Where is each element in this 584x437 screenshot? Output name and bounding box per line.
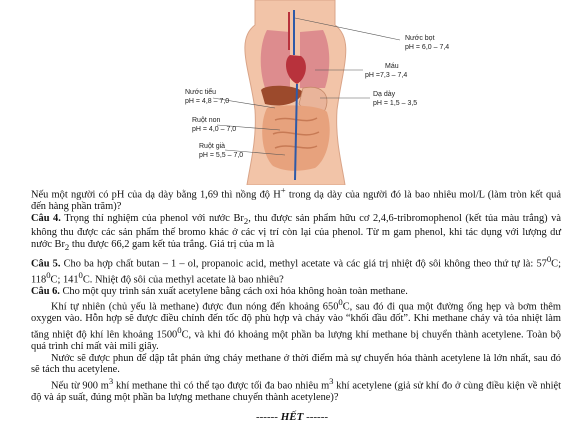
label-urine: Nước tiểu pH = 4,8 – 7,0 — [185, 89, 230, 105]
human-ph-figure — [185, 0, 450, 185]
question-3-prompt: Nếu một người có pH của dạ dày bằng 1,69 thì nồng độ H+ trong dạ dày của người đó là bao nhiêu mol/L (làm tròn kết quả đến hàng phần trăm)? — [31, 185, 561, 213]
question-6-paragraph-1: Khí tự nhiên (chủ yếu là methane) được đun nóng đến khoảng $650^0C$, sau đó đi qua một đường ống hẹp và bơm thêm oxygen vào. Hỗn hợp sẽ được điều chỉnh đến tốc độ phù hợp và chảy vào “khối đầu đốt”. Khi methane cháy và tỏa nhiệt làm tăng nhiệt độ khí lên khoảng 1500$^0$C, và khi đó khoảng một phần ba lượng khí methane bị chuyển thành acetylene. Toàn bộ quá trình chỉ mất vài mili giây. — [31, 297, 561, 353]
exam-text — [31, 185, 561, 403]
question-5: Câu 5. Cho ba hợp chất butan – 1 – ol, propanoic acid, methyl acetate và các giá trị nhiệt độ sôi không theo thứ tự là: $57^0C$; $118^0C$; $141^0C$. Nhiệt độ sôi của methyl acetate là bao nhiêu? — [31, 253, 561, 286]
label-saliva: Nước bọt pH = 6,0 – 7,4 — [405, 35, 450, 51]
end-marker: ------ HẾT ------ — [255, 411, 329, 423]
label-small-intestine: Ruột non pH = 4,0 – 7,0 — [192, 117, 237, 133]
label-stomach: Dạ dày pH = 1,5 – 3,5 — [373, 91, 418, 107]
question-6: Câu 6. Cho một quy trình sản xuất acetylene bằng cách oxi hóa không hoàn toàn methane. — [31, 285, 408, 297]
question-4: Câu 4. Trọng thí nghiệm của phenol với nước $Br_2$, thu được sản phẩm hữu cơ 2,4,6-tribromophenol (kết tủa màu trắng) và không thu được các sản phẩm thế bromo khác ở các vị trí còn lại của phenol. Từ m gam phenol, khi tác dụng với lượng dư nước $Br_2$ thu được 66,2 gam kết tủa trắng. Giá trị của m là — [31, 212, 561, 252]
right-lung — [300, 30, 329, 88]
question-6-paragraph-3: Nếu từ 900 $m^3$ khí methane thì có thể tạo được tối đa bao nhiêu $m^3$ khí acetylene (giả sử khí đo ở cùng điều kiện về nhiệt độ và áp suất, đúng một phần ba lượng methane chuyển thành acetylene)? — [31, 375, 561, 403]
label-blood: Máu pH =7,3 – 7,4 — [365, 63, 408, 79]
question-6-paragraph-2: Nước sẽ được phun để dập tắt phản ứng cháy methane ở thời điểm mà sự chuyển hóa thành acetylene là lớn nhất, sau đó sẽ tách thu acetylene. — [31, 352, 561, 376]
label-large-intestine: Ruột già pH = 5,5 – 7,0 — [199, 143, 244, 159]
left-lung — [261, 30, 290, 88]
